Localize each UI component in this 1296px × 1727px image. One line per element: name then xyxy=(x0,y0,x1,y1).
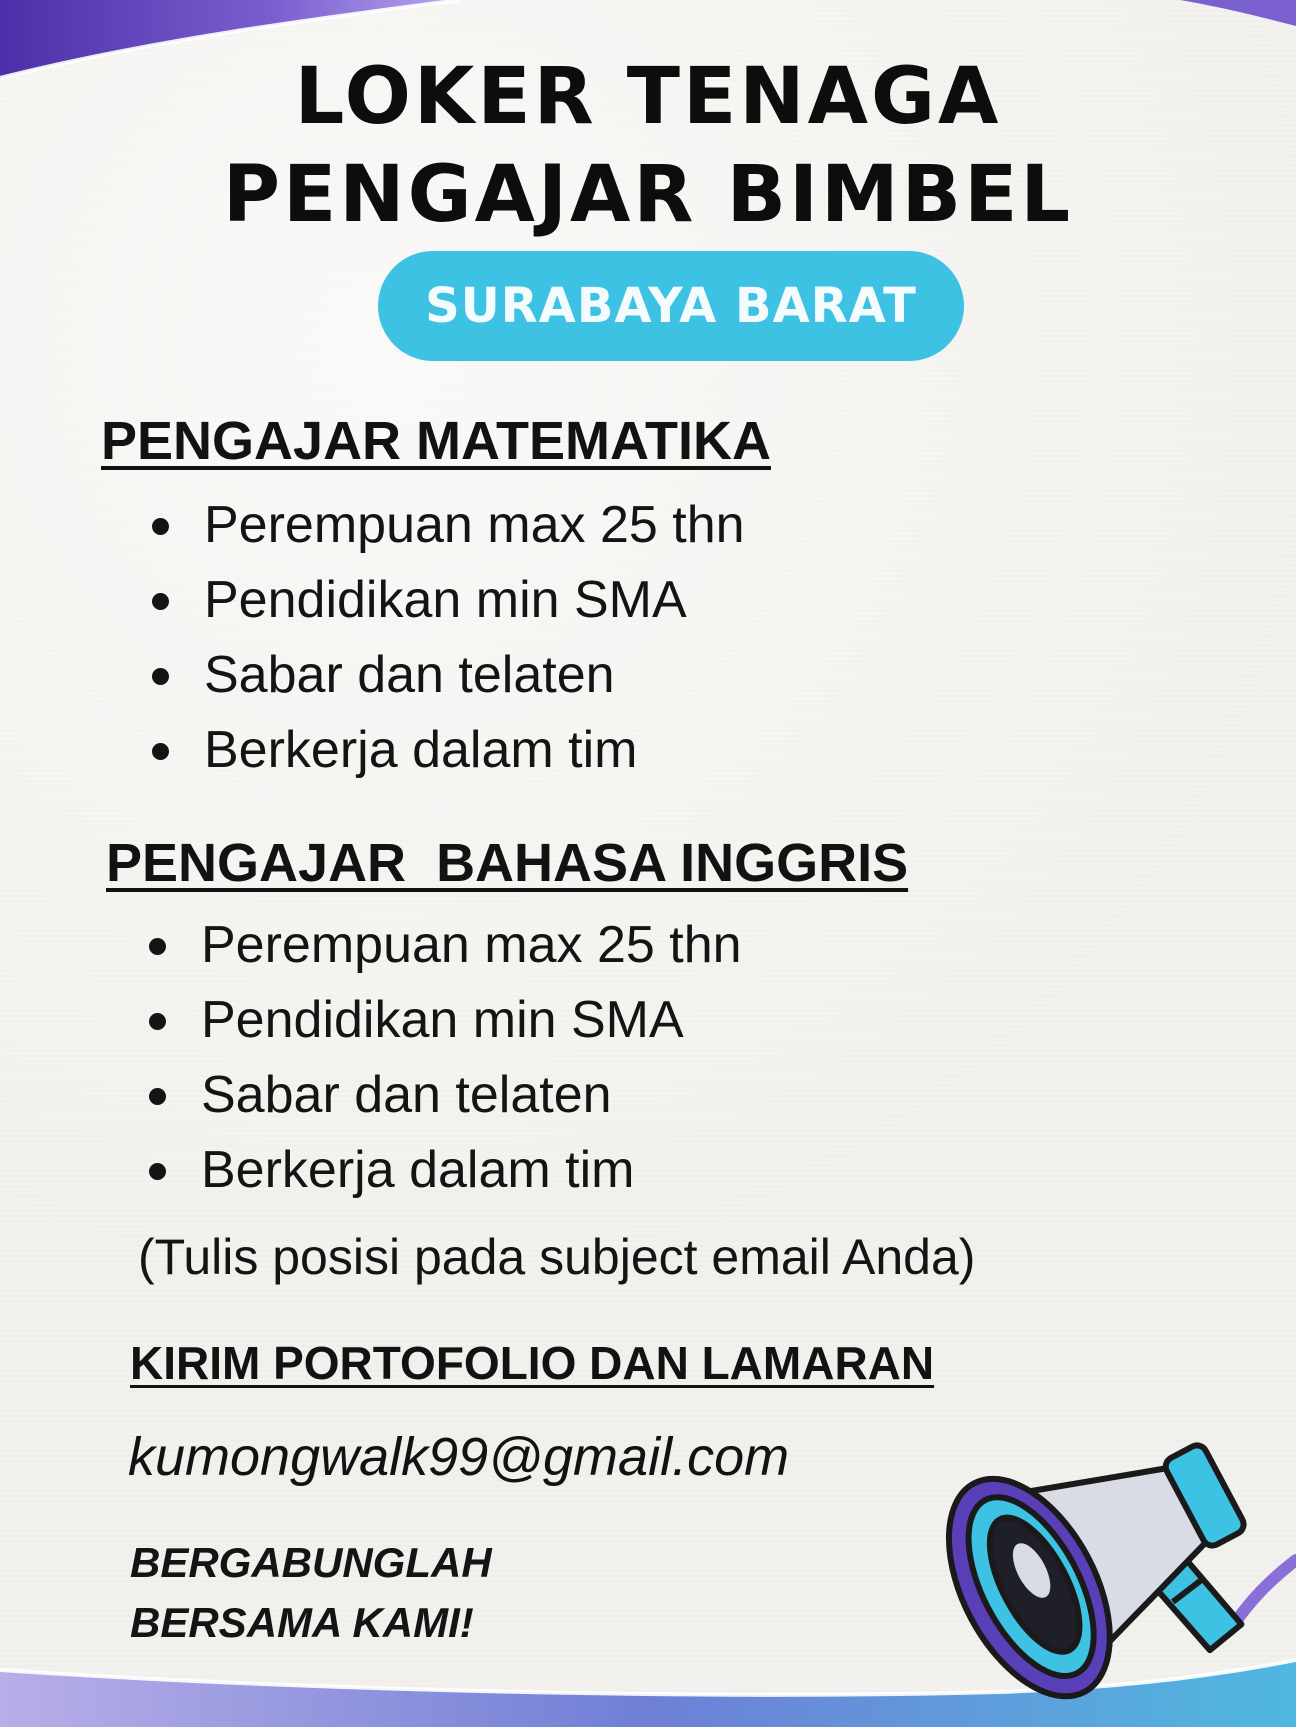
megaphone-icon xyxy=(900,1360,1296,1727)
location-badge xyxy=(378,251,964,361)
list-item: Perempuan max 25 thn xyxy=(149,908,742,983)
top-right-wave xyxy=(1180,0,1296,26)
location-label: SURABAYA BARAT xyxy=(425,278,917,334)
english-requirements-list xyxy=(149,908,742,1208)
list-item: Pendidikan min SMA xyxy=(149,983,742,1058)
list-item: Berkerja dalam tim xyxy=(152,713,745,788)
email-subject-note: (Tulis posisi pada subject email Anda) xyxy=(138,1229,976,1285)
list-item: Sabar dan telaten xyxy=(149,1058,742,1133)
title-line-1: LOKER TENAGA xyxy=(294,52,1002,142)
list-item: Pendidikan min SMA xyxy=(152,563,745,638)
cta-line-2: BERSAMA KAMI! xyxy=(130,1599,474,1646)
apply-label: KIRIM PORTOFOLIO DAN LAMARAN xyxy=(130,1337,935,1389)
cta-line-1: BERGABUNGLAH xyxy=(130,1539,492,1586)
math-requirements-list xyxy=(152,488,745,788)
position-heading-english: PENGAJAR BAHASA INGGRIS xyxy=(106,833,909,893)
list-item: Berkerja dalam tim xyxy=(149,1133,742,1208)
list-item: Sabar dan telaten xyxy=(152,638,745,713)
list-item: Perempuan max 25 thn xyxy=(152,488,745,563)
title-line-2: PENGAJAR BIMBEL xyxy=(222,150,1074,240)
contact-email[interactable]: kumongwalk99@gmail.com xyxy=(128,1427,790,1487)
position-heading-math: PENGAJAR MATEMATIKA xyxy=(101,411,771,471)
